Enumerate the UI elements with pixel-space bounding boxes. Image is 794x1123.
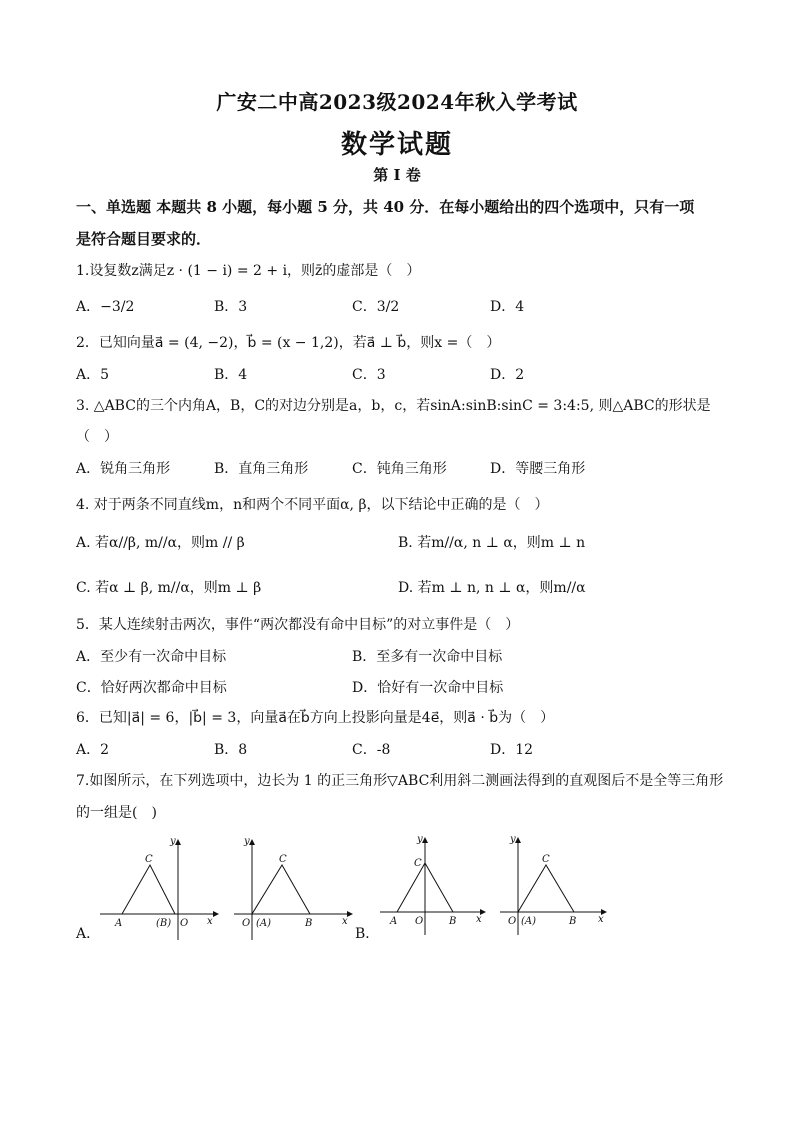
q6-option-b: B．8 xyxy=(214,742,248,758)
q5-option-a: A．至少有一次命中目标 xyxy=(76,649,227,665)
label-x: x xyxy=(598,914,604,925)
q4-option-c: C. 若α ⊥ β, m//α，则m ⊥ β xyxy=(76,580,262,596)
label-o: O xyxy=(242,918,251,929)
q7-option-b: B． xyxy=(355,926,380,942)
label-c: C xyxy=(145,854,153,865)
q4-option-a: A. 若α//β, m//α，则m // β xyxy=(76,535,245,551)
label-b: B xyxy=(569,916,577,927)
q2-option-b: B．4 xyxy=(214,367,248,383)
question-4-stem: 4. 对于两条不同直线m，n和两个不同平面α, β，以下结论中正确的是（ ） xyxy=(76,497,549,513)
triangle xyxy=(252,865,310,914)
q5-option-b: B．至多有一次命中目标 xyxy=(352,649,503,665)
label-b: B xyxy=(449,916,457,927)
label-a: A xyxy=(390,916,398,927)
label-b: B xyxy=(305,918,313,929)
figure-b1 xyxy=(380,834,485,935)
figure-b2 xyxy=(500,834,606,935)
label-o: O xyxy=(180,918,189,929)
section-heading-line2: 是符合题目要求的． xyxy=(76,230,212,248)
label-paren-a: (A) xyxy=(256,918,272,929)
q6-option-c: C．-8 xyxy=(352,742,391,758)
label-paren-a: (A) xyxy=(521,916,537,927)
label-x: x xyxy=(476,914,482,925)
question-2-stem: 2．已知向量a⃗ = (4, −2)，b⃗ = (x − 1,2)，若a⃗ ⊥ b⃗，则x =（ ） xyxy=(76,335,501,351)
label-c: C xyxy=(414,858,422,869)
label-y: y xyxy=(417,834,423,845)
exam-title: 广安二中高2023级2024年秋入学考试 xyxy=(216,90,578,114)
q2-option-a: A．5 xyxy=(76,367,110,383)
label-y: y xyxy=(510,834,516,845)
label-o: O xyxy=(508,916,517,927)
figure-a1 xyxy=(100,836,218,940)
label-y: y xyxy=(170,836,176,847)
question-7-stem-line1: 7.如图所示，在下列选项中，边长为 1 的正三角形▽ABC利用斜二测画法得到的直观图后不是全等三角形 xyxy=(76,773,724,789)
label-y: y xyxy=(244,836,250,847)
question-7-stem-line2: 的一组是( ) xyxy=(76,805,157,821)
q3-option-d: D．等腰三角形 xyxy=(490,461,586,477)
q2-option-c: C．3 xyxy=(352,367,386,383)
q4-option-b: B. 若m//α, n ⊥ α，则m ⊥ n xyxy=(398,535,586,551)
q3-option-a: A．锐角三角形 xyxy=(76,461,171,477)
q1-option-d: D．4 xyxy=(490,299,525,315)
q6-option-a: A．2 xyxy=(76,742,110,758)
question-3-stem-line1: 3. △ABC的三个内角A，B，C的对边分别是a，b，c，若sinA:sinB:sinC = 3:4:5, 则△ABC的形状是 xyxy=(76,398,711,414)
section-heading-line1: 一、单选题 本题共 8 小题，每小题 5 分，共 40 分．在每小题给出的四个选项中，只有一项 xyxy=(76,198,695,216)
q7-figures xyxy=(0,830,794,950)
q2-option-d: D．2 xyxy=(490,367,525,383)
label-x: x xyxy=(207,916,213,927)
label-c: C xyxy=(279,854,287,865)
q1-option-b: B．3 xyxy=(214,299,248,315)
label-a: A xyxy=(115,918,123,929)
q1-option-a: A．−3/2 xyxy=(76,299,135,315)
question-5-stem: 5．某人连续射击两次，事件“两次都没有命中目标”的对立事件是（ ） xyxy=(76,617,520,633)
label-paren-b: (B) xyxy=(156,918,172,929)
subject-title: 数学试题 xyxy=(340,130,453,160)
q4-option-d: D. 若m ⊥ n, n ⊥ α，则m//α xyxy=(398,580,586,596)
volume-label: 第 I 卷 xyxy=(373,166,421,184)
triangle xyxy=(122,865,175,914)
triangle xyxy=(518,865,574,912)
question-1-stem: 1.设复数z满足z · (1 − i) = 2 + i，则z̄的虚部是（ ） xyxy=(76,263,421,279)
q3-option-c: C．钝角三角形 xyxy=(352,461,447,477)
label-c: C xyxy=(542,854,550,865)
label-x: x xyxy=(342,916,348,927)
q5-option-d: D．恰好有一次命中目标 xyxy=(352,680,504,696)
figure-a2 xyxy=(234,836,352,940)
q3-option-b: B．直角三角形 xyxy=(214,461,309,477)
label-o: O xyxy=(415,916,424,927)
q5-option-c: C．恰好两次都命中目标 xyxy=(76,680,227,696)
question-6-stem: 6．已知|a⃗| = 6，|b⃗| = 3，向量a⃗在b⃗方向上投影向量是4e⃗，则a⃗ · b⃗为（ ） xyxy=(76,710,555,726)
q6-option-d: D．12 xyxy=(490,742,534,758)
q7-option-a: A． xyxy=(76,926,101,942)
question-3-stem-line2: （ ） xyxy=(76,429,118,445)
q1-option-c: C．3/2 xyxy=(352,299,400,315)
